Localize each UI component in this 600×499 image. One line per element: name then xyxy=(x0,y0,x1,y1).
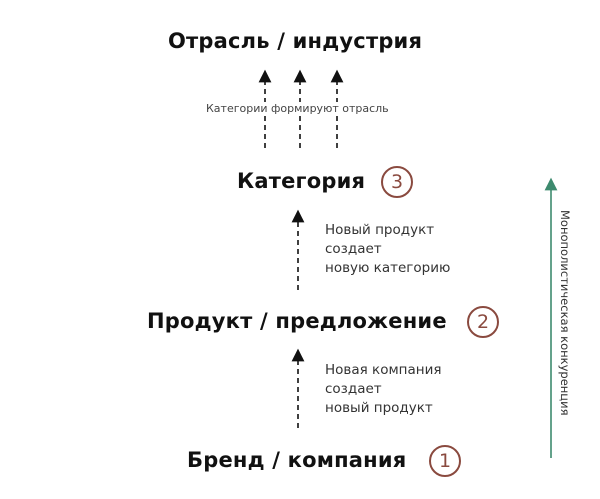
note-new-company xyxy=(325,361,441,418)
number-badge-1: 1 xyxy=(429,445,461,477)
level-category: Категория xyxy=(237,169,366,193)
level-product: Продукт / предложение xyxy=(147,309,447,333)
note-new-company-line2: создает xyxy=(325,381,382,397)
note-new-product xyxy=(325,221,450,278)
note-new-company-line3: новый продукт xyxy=(325,400,433,416)
side-label-monopolistic-competition: Монополистическая конкуренция xyxy=(558,210,572,416)
note-new-product-line3: новую категорию xyxy=(325,260,451,276)
note-categories-form-industry: Категории формируют отрасль xyxy=(206,102,389,115)
note-new-company-line1: Новая компания xyxy=(325,362,442,378)
note-new-product-line1: Новый продукт xyxy=(325,222,435,238)
level-industry: Отрасль / индустрия xyxy=(168,29,423,53)
note-new-product-line2: создает xyxy=(325,241,382,257)
number-badge-3: 3 xyxy=(381,166,413,198)
level-brand: Бренд / компания xyxy=(187,448,407,472)
number-badge-2: 2 xyxy=(467,306,499,338)
